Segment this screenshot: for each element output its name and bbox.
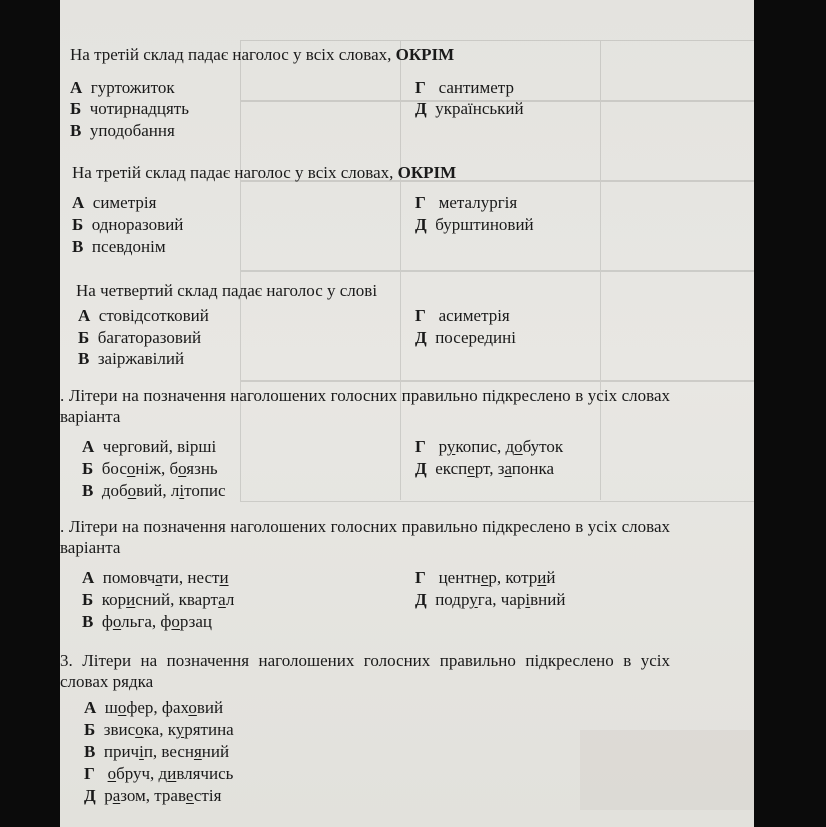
option-e[interactable]: Д подруга, чарівний <box>415 590 566 609</box>
option-d[interactable]: Г металургія <box>415 193 518 212</box>
option-e[interactable]: Д бурштиновий <box>415 215 534 234</box>
question-2 <box>72 162 456 183</box>
question-title: На четвертий склад падає наголос у слові <box>76 281 378 300</box>
question-title: 3. Літери на позначення наголошених голосних правильно підкреслено в усіх словах рядка <box>60 651 670 691</box>
option-c[interactable]: В фольга, форзац <box>82 612 212 631</box>
option-a[interactable]: А симетрія <box>72 193 157 212</box>
option-e[interactable]: Д експерт, запонка <box>415 459 555 478</box>
book-page <box>60 0 754 827</box>
option-b[interactable]: Б босоніж, боязнь <box>82 459 218 478</box>
option-b[interactable]: Б чотирнадцять <box>70 99 189 118</box>
option-b[interactable]: Б звисока, курятина <box>84 720 234 739</box>
question-title: На третій склад падає наголос у всіх словах, ОКРІМ <box>70 45 455 64</box>
option-a[interactable]: А помовчати, нести <box>82 568 229 587</box>
question-4 <box>60 385 670 427</box>
question-1 <box>70 44 454 65</box>
question-title: . Літери на позначення наголошених голосних правильно підкреслено в усіх словах варіанта <box>60 517 671 557</box>
question-3 <box>76 280 377 301</box>
option-d[interactable]: Г рукопис, добуток <box>415 437 564 456</box>
option-d[interactable]: Г обруч, дивлячись <box>84 764 234 783</box>
bleed-through-block <box>580 730 754 810</box>
option-e[interactable]: Д разом, травестія <box>84 786 222 805</box>
option-c[interactable]: В псевдонім <box>72 237 166 256</box>
question-title: . Літери на позначення наголошених голосних правильно підкреслено в усіх словах варіанта <box>60 386 671 426</box>
option-e[interactable]: Д посередині <box>415 328 516 347</box>
option-d[interactable]: Г центнер, котрий <box>415 568 556 587</box>
option-c[interactable]: В уподобання <box>70 121 175 140</box>
question-5 <box>60 516 670 558</box>
option-d[interactable]: Г асиметрія <box>415 306 510 325</box>
option-b[interactable]: Б одноразовий <box>72 215 184 234</box>
option-a[interactable]: А шофер, фаховий <box>84 698 224 717</box>
option-a[interactable]: А черговий, вірші <box>82 437 217 456</box>
option-b[interactable]: Б корисний, квартал <box>82 590 235 609</box>
question-6 <box>60 650 670 692</box>
option-c[interactable]: В добовий, літопис <box>82 481 226 500</box>
option-e[interactable]: Д український <box>415 99 524 118</box>
option-a[interactable]: А стовідсотковий <box>78 306 209 325</box>
option-d[interactable]: Г сантиметр <box>415 78 514 97</box>
option-b[interactable]: Б багаторазовий <box>78 328 202 347</box>
option-a[interactable]: А гуртожиток <box>70 78 175 97</box>
question-title: На третій склад падає наголос у всіх словах, ОКРІМ <box>72 163 457 182</box>
option-c[interactable]: В заіржавілий <box>78 349 185 368</box>
option-c[interactable]: В причіп, весняний <box>84 742 230 761</box>
